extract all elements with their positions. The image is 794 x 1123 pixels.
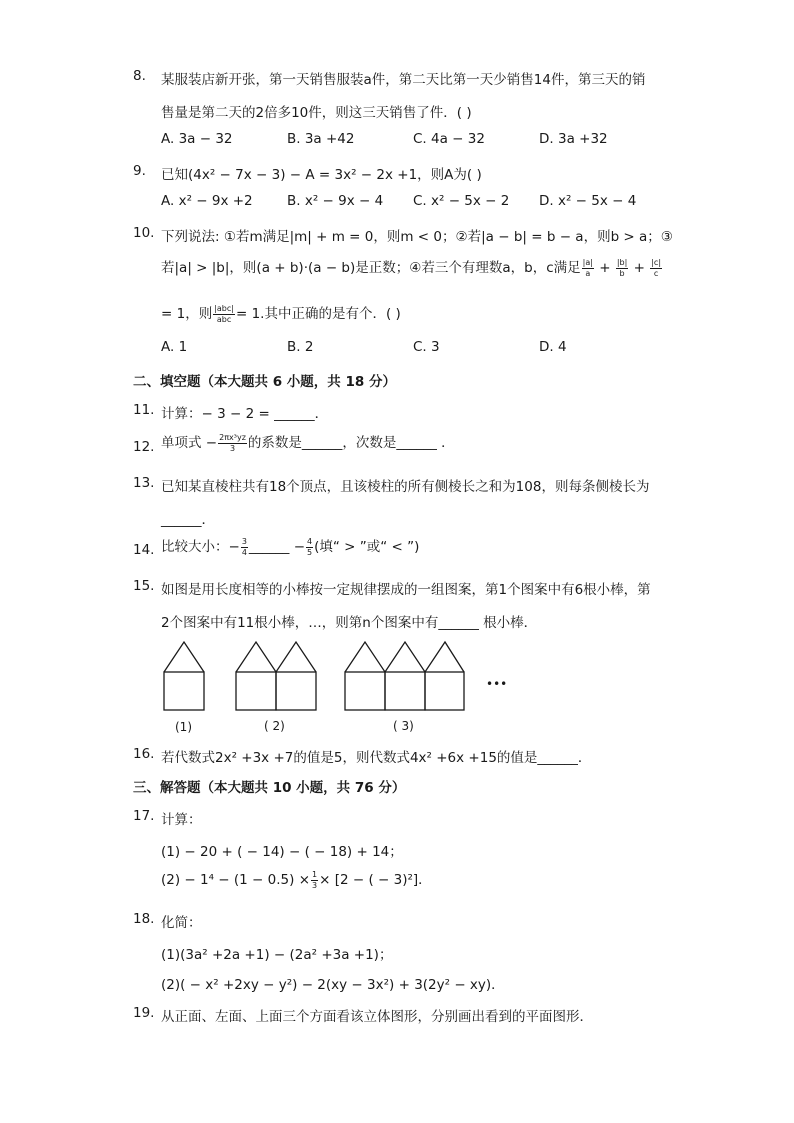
question-number: 16. [133, 746, 155, 762]
option-b: B. 2 [287, 339, 314, 355]
question-18-part-1: (1)(3a² +2a +1) − (2a² +3a +1)； [161, 947, 393, 963]
option-c: C. 4a − 32 [413, 131, 485, 147]
option-c: C. x² − 5x − 2 [413, 193, 510, 209]
fraction: $\frac{1}{3}$ [312, 869, 318, 890]
question-number: 12. [133, 439, 155, 455]
question-19-text: 从正面、左面、上面三个方面看该立体图形，分别画出看到的平面图形． [161, 1009, 593, 1025]
option-a: A. 1 [161, 339, 188, 355]
question-text-line3: = 1，则 $\frac{\text{|abc|}}{\text{abc}}$ = 1.其中正确的是有个．( ) [161, 303, 401, 324]
option-d: D. x² − 5x − 4 [539, 193, 637, 209]
question-15-text-line2: 2个图案中有11根小棒，…，则第n个图案中有______ 根小棒． [161, 615, 538, 631]
fraction: $\frac{|b|}{b}$ [616, 257, 628, 278]
caption-2: ( 2) [264, 719, 285, 733]
option-d: D. 3a +32 [539, 131, 608, 147]
question-number: 13. [133, 475, 155, 491]
question-number: 14. [133, 542, 155, 558]
question-12-text: 单项式 − $\frac{\text{2πx³yz}}{3}$ 的系数是______，次数是______ ． [161, 432, 455, 453]
option-b: B. x² − 9x − 4 [287, 193, 384, 209]
fraction: $\frac{|a|}{a}$ [582, 257, 593, 278]
option-b: B. 3a +42 [287, 131, 355, 147]
caption-1: (1) [175, 720, 192, 734]
question-number: 15. [133, 578, 155, 594]
question-number: 9. [133, 163, 146, 179]
caption-3: ( 3) [393, 719, 414, 733]
question-18-title: 化简： [161, 915, 202, 931]
question-text: 下列说法: ①若m满足|m| + m = 0，则m < 0；②若|a − b| = b − a，则b > a；③ [161, 229, 673, 245]
pattern-3 [345, 642, 464, 710]
section-heading-answer: 三、解答题（本大题共 10 小题，共 76 分） [133, 780, 406, 796]
question-text-line2: 若|a| > |b|，则(a + b)·(a − b)是正数；④若三个有理数a，b，c满足 $\frac{|a|}{a}$ + $\frac{|b|}{b}$ + $\frac{|c|}{c}$ [161, 257, 662, 278]
fraction: $\frac{\text{2πx³yz}}{3}$ [219, 432, 246, 453]
question-11-text: 计算：− 3 − 2 = ______． [161, 406, 329, 422]
stick-pattern-figure [150, 630, 520, 740]
pattern-2 [236, 642, 316, 710]
fraction: $\frac{4}{5}$ [307, 536, 313, 557]
question-number: 11. [133, 402, 155, 418]
question-13-text: 已知某直棱柱共有18个顶点，且该棱柱的所有侧棱长之和为108，则每条侧棱长为 [161, 479, 650, 495]
question-16-text: 若代数式2x² +3x +7的值是5，则代数式4x² +6x +15的值是______． [161, 750, 592, 766]
question-17-title: 计算： [161, 812, 202, 828]
option-a: A. x² − 9x +2 [161, 193, 253, 209]
question-text: 某服装店新开张，第一天销售服装a件，第二天比第一天少销售14件，第三天的销 [161, 72, 646, 88]
question-number: 17. [133, 808, 155, 824]
question-14-text: 比较大小：− $\frac{3}{4}$ ______ − $\frac{4}{5}$ (填“ > ”或“ < ”) [161, 536, 420, 557]
question-number: 10. [133, 225, 155, 241]
option-a: A. 3a − 32 [161, 131, 233, 147]
question-number: 8. [133, 68, 146, 84]
option-d: D. 4 [539, 339, 567, 355]
fraction: $\frac{3}{4}$ [241, 536, 247, 557]
option-c: C. 3 [413, 339, 440, 355]
question-text: 已知(4x² − 7x − 3) − A = 3x² − 2x +1，则A为( ) [161, 167, 482, 183]
question-number: 18. [133, 911, 155, 927]
question-number: 19. [133, 1005, 155, 1021]
fraction: $\frac{|c|}{c}$ [651, 257, 662, 278]
fraction: $\frac{\text{|abc|}}{\text{abc}}$ [214, 303, 234, 324]
question-13-text-line2: ______． [161, 512, 215, 528]
section-heading-fill-in: 二、填空题（本大题共 6 小题，共 18 分） [133, 374, 396, 390]
pattern-1 [164, 642, 204, 710]
question-17-part-2: (2) − 1⁴ − (1 − 0.5) × $\frac{1}{3}$ × [2 − ( − 3)²]． [161, 869, 432, 890]
ellipsis: ••• [486, 677, 508, 691]
question-17-part-1: (1) − 20 + ( − 14) − ( − 18) + 14； [161, 844, 403, 860]
question-18-part-2: (2)( − x² +2xy − y²) − 2(xy − 3x²) + 3(2y² − xy)． [161, 977, 505, 993]
question-text: 售量是第二天的2倍多10件，则这三天销售了件．( ) [161, 105, 472, 121]
question-15-text: 如图是用长度相等的小棒按一定规律摆成的一组图案，第1个图案中有6根小棒，第 [161, 582, 651, 598]
